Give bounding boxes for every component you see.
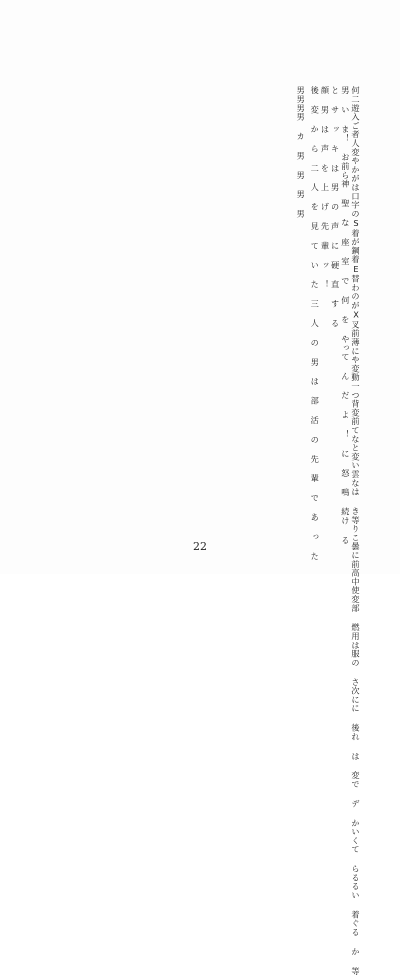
text-column: 男 い ま！ お前ら神 聖 な 座 室 で 何 を やって ん だ よ ！ に 怒 鳴 続け る: [340, 86, 351, 545]
text-column: 後 変 か ら 二 人 を 見 て い た 三 人 の 男 は 部 活 の 先 輩 で あ っ た: [310, 86, 321, 561]
text-column: 男男男男 カ 男 男 男 男: [296, 86, 307, 219]
text-column: 顔 男 は 声 を 上 げ 先 輩 ッ ！: [320, 86, 331, 289]
page-number: 22: [193, 540, 207, 553]
text-column: 何二遊入ご者人変やかがは口字のS着が鋼着E替わのがX叉前薄にや変動一つ背変前てなと変い雲なは き等りこ曇に前高中使変部 燃用は服の さ次にに 後れ は 変で デ かいくて らるるい 着ぐる か 等: [351, 86, 361, 975]
text-column: と サ ッ キ は 男 の 声 に 硬 直 す る: [330, 86, 341, 328]
